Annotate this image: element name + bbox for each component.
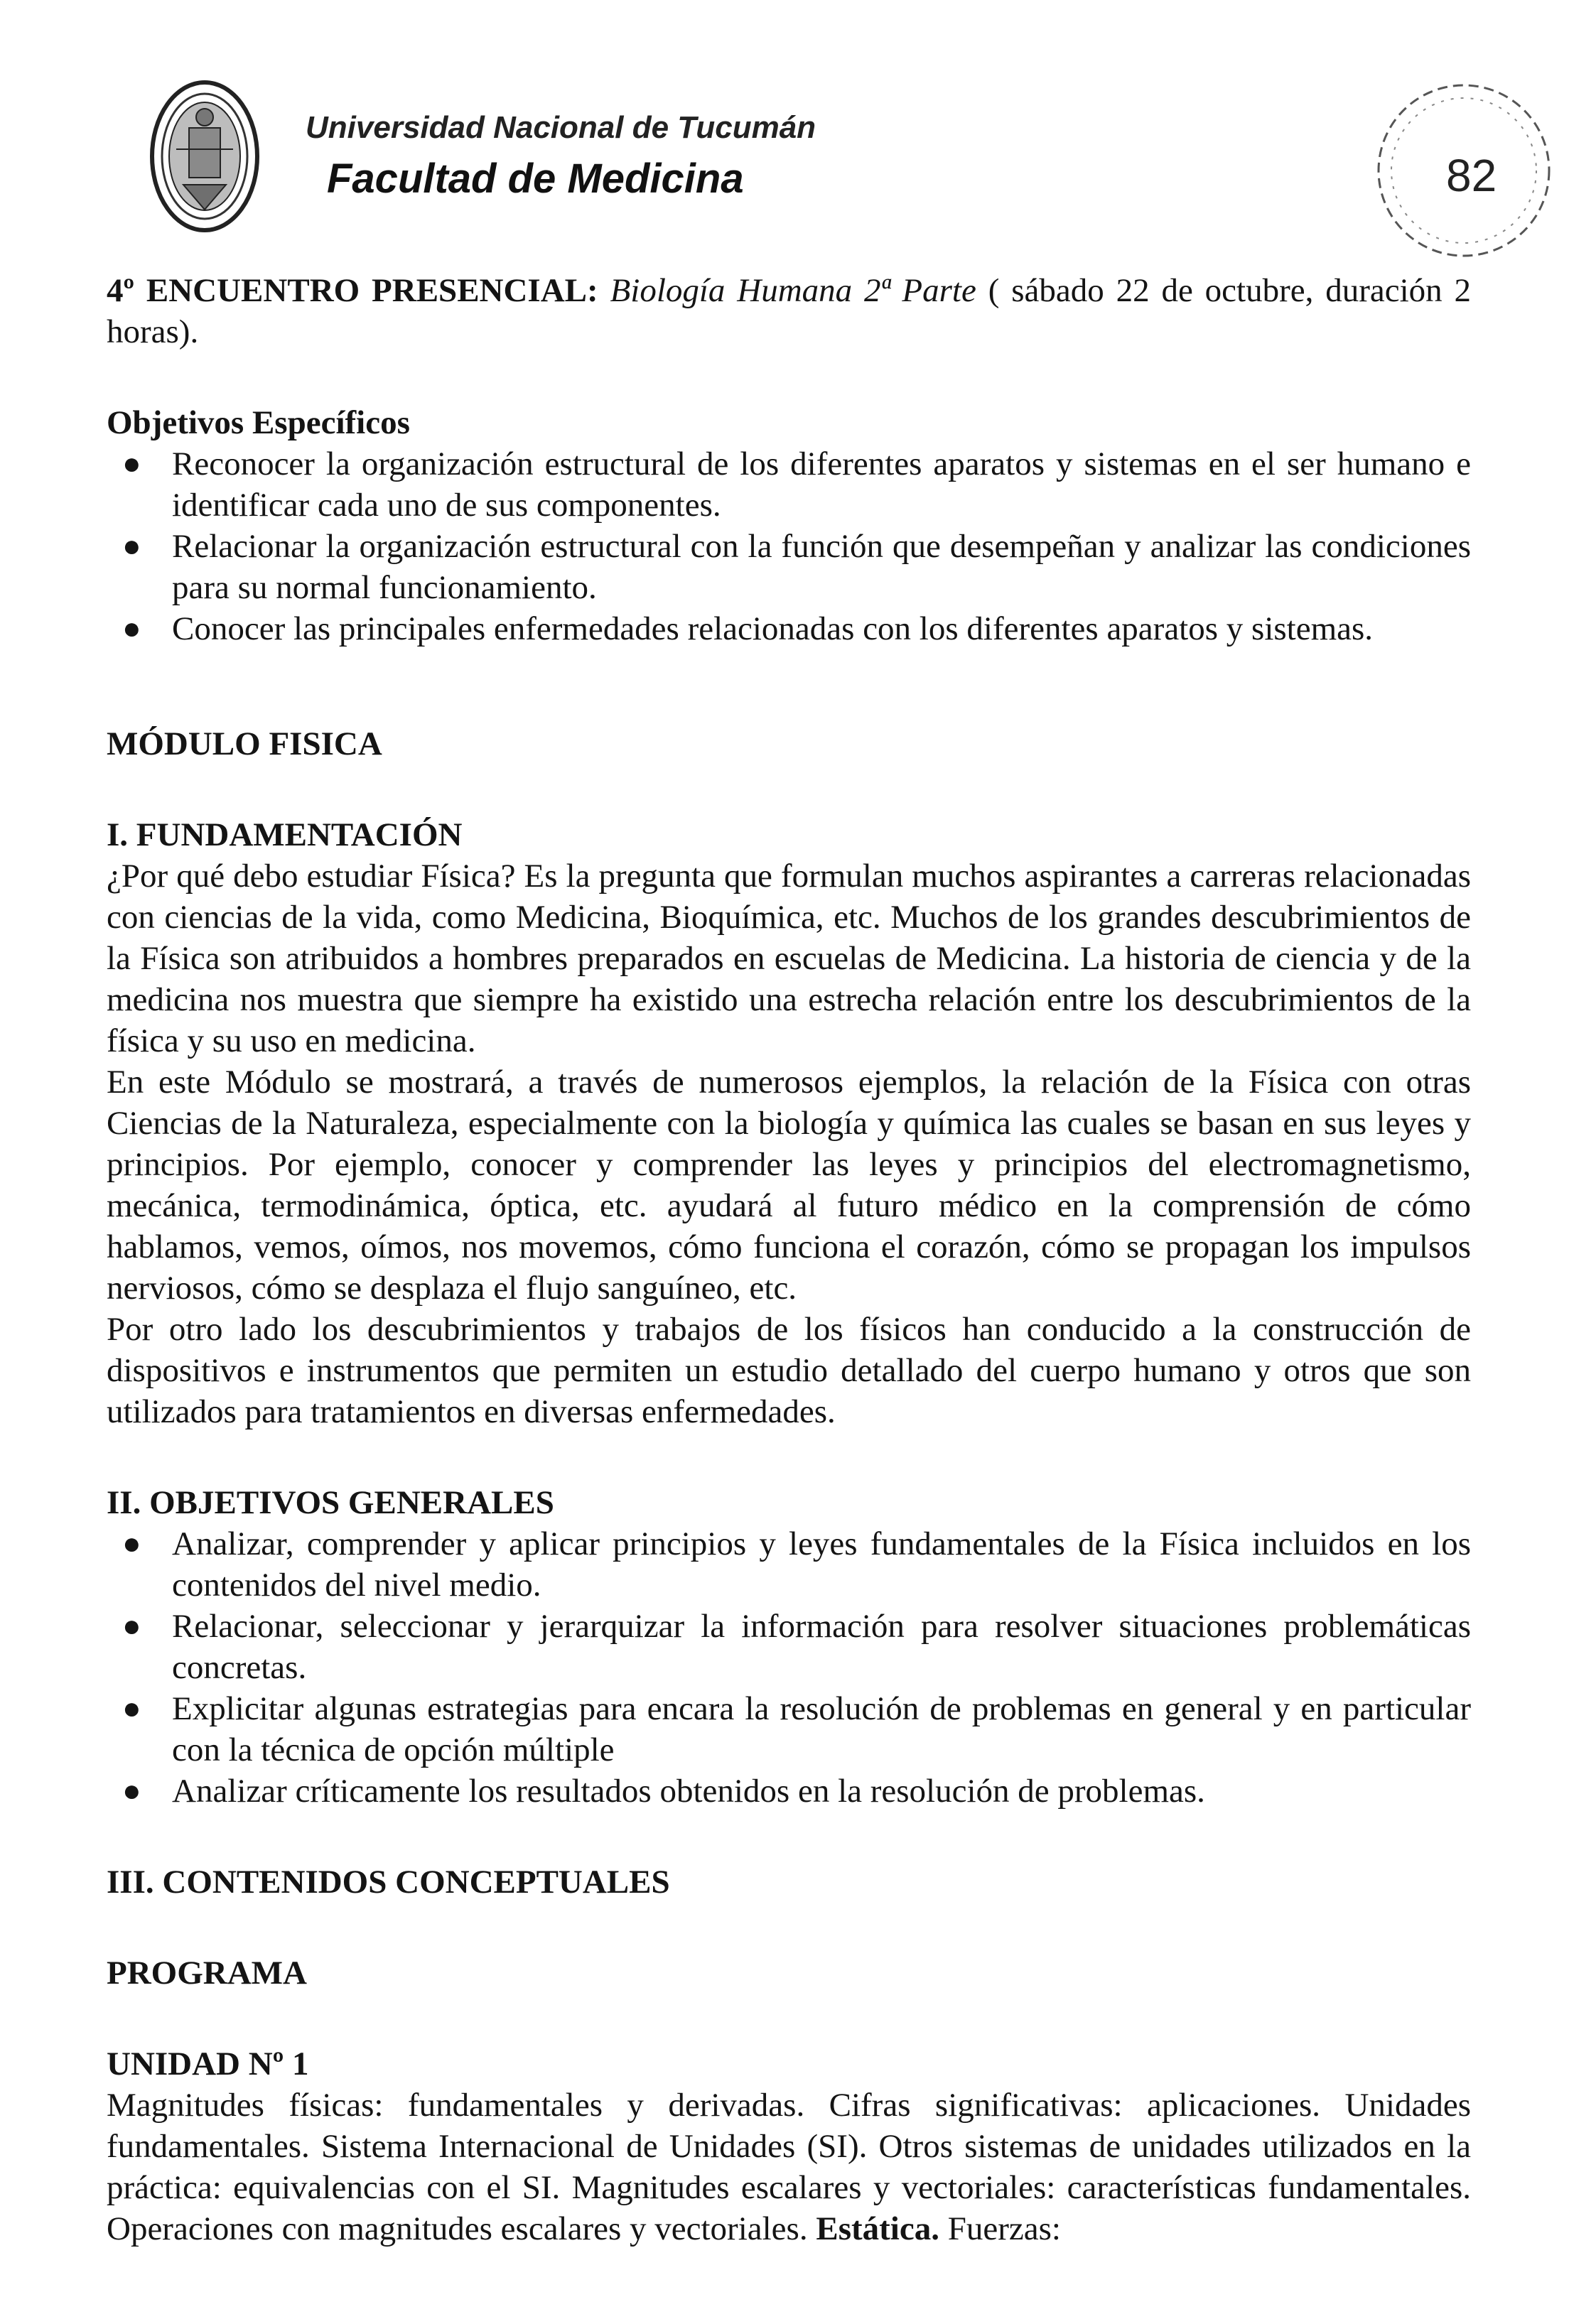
module-title: MÓDULO FISICA — [107, 725, 382, 762]
university-seal-icon — [148, 78, 262, 234]
encounter-label: 4º ENCUENTRO PRESENCIAL: — [107, 272, 598, 309]
university-name: Universidad Nacional de Tucumán — [306, 110, 816, 145]
list-item: ● Analizar, comprender y aplicar principios y leyes fundamentales de la Física incluidos en los contenidos del nivel medio. — [107, 1523, 1471, 1606]
list-item: ● Relacionar, seleccionar y jerarquizar la información para resolver situaciones problemáticas concretas. — [107, 1606, 1471, 1688]
faculty-name: Facultad de Medicina — [327, 156, 744, 202]
bullet-icon: ● — [122, 1526, 141, 1561]
fundamentacion-heading: I. FUNDAMENTACIÓN — [107, 816, 463, 853]
unit-tail: Fuerzas: — [947, 2210, 1061, 2247]
encounter-line — [107, 270, 1471, 352]
list-item: ● Relacionar la organización estructural con la función que desempeñan y analizar las condiciones para su normal funcionamiento. — [107, 526, 1471, 608]
document-body — [107, 270, 1471, 2249]
fundamentacion-paragraph-3: Por otro lado los descubrimientos y trabajos de los físicos han conducido a la construcción de dispositivos e instrumentos que permiten un estudio detallado del cuerpo humano y otros que son utilizados para tratamientos en diversas enfermedades. — [107, 1311, 1471, 1430]
list-item: ● Explicitar algunas estrategias para encara la resolución de problemas en general y en particular con la técnica de opción múltiple — [107, 1688, 1471, 1771]
encounter-subject: Biología Humana 2ª Parte — [610, 272, 976, 309]
specific-objectives-heading: Objetivos Específicos — [107, 404, 410, 441]
list-item: ● Conocer las principales enfermedades relacionadas con los diferentes aparatos y sistemas. — [107, 608, 1471, 649]
list-item: ● Analizar críticamente los resultados obtenidos en la resolución de problemas. — [107, 1771, 1471, 1812]
program-heading: PROGRAMA — [107, 1955, 307, 1991]
fundamentacion-paragraph-1: ¿Por qué debo estudiar Física? Es la pregunta que formulan muchos aspirantes a carreras relacionadas con ciencias de la vida, como Medicina, Bioquímica, etc. Muchos de los grandes descubrimientos de la Física son atribuidos a hombres preparados en escuelas de Medicina. La historia de ciencia y de la medicina nos muestra que siempre ha existido una estrecha relación entre los descubrimientos de la física y su uso en medicina. — [107, 858, 1471, 1059]
unit-paragraph — [107, 2085, 1471, 2249]
bullet-icon: ● — [122, 611, 141, 646]
contents-heading: III. CONTENIDOS CONCEPTUALES — [107, 1864, 670, 1901]
specific-objectives-list — [107, 443, 1471, 649]
unit-heading: UNIDAD Nº 1 — [107, 2045, 309, 2082]
bullet-icon: ● — [122, 1609, 141, 1643]
fundamentacion-paragraph-2: En este Módulo se mostrará, a través de numerosos ejemplos, la relación de la Física con otras Ciencias de la Naturaleza, especialmente con la biología y química las cuales se basan en sus leyes y principios. Por ejemplo, conocer y comprender las leyes y principios del electromagnetismo, mecánica, termodinámica, óptica, etc. ayudará al futuro médico en la comprensión de cómo hablamos, vemos, oímos, nos movemos, cómo funciona el corazón, cómo se propagan los impulsos nerviosos, cómo se desplaza el flujo sanguíneo, etc. — [107, 1064, 1471, 1307]
general-objectives-list — [107, 1523, 1471, 1812]
bullet-icon: ● — [122, 446, 141, 481]
list-item: ● Reconocer la organización estructural de los diferentes aparatos y sistemas en el ser humano e identificar cada uno de sus componentes. — [107, 443, 1471, 526]
encounter-details: ( sábado 22 de octubre, duración 2 horas). — [107, 272, 1472, 350]
folio-stamp — [1350, 64, 1563, 277]
general-objectives-heading: II. OBJETIVOS GENERALES — [107, 1484, 554, 1521]
bullet-icon: ● — [122, 529, 141, 563]
unit-bold-term: Estática. — [816, 2210, 939, 2247]
bullet-icon: ● — [122, 1773, 141, 1808]
folio-number: 82 — [1446, 150, 1497, 201]
unit-text: Magnitudes físicas: fundamentales y derivadas. Cifras significativas: aplicaciones. Unidades fundamentales. Sistema Internacional de Unidades (SI). Otros sistemas de unidades utilizados en la práctica: equivalencias con el SI. Magnitudes escalares y vectoriales: características fundamentales. Operaciones con magnitudes escalares y vectoriales. — [107, 2087, 1471, 2247]
bullet-icon: ● — [122, 1691, 141, 1726]
